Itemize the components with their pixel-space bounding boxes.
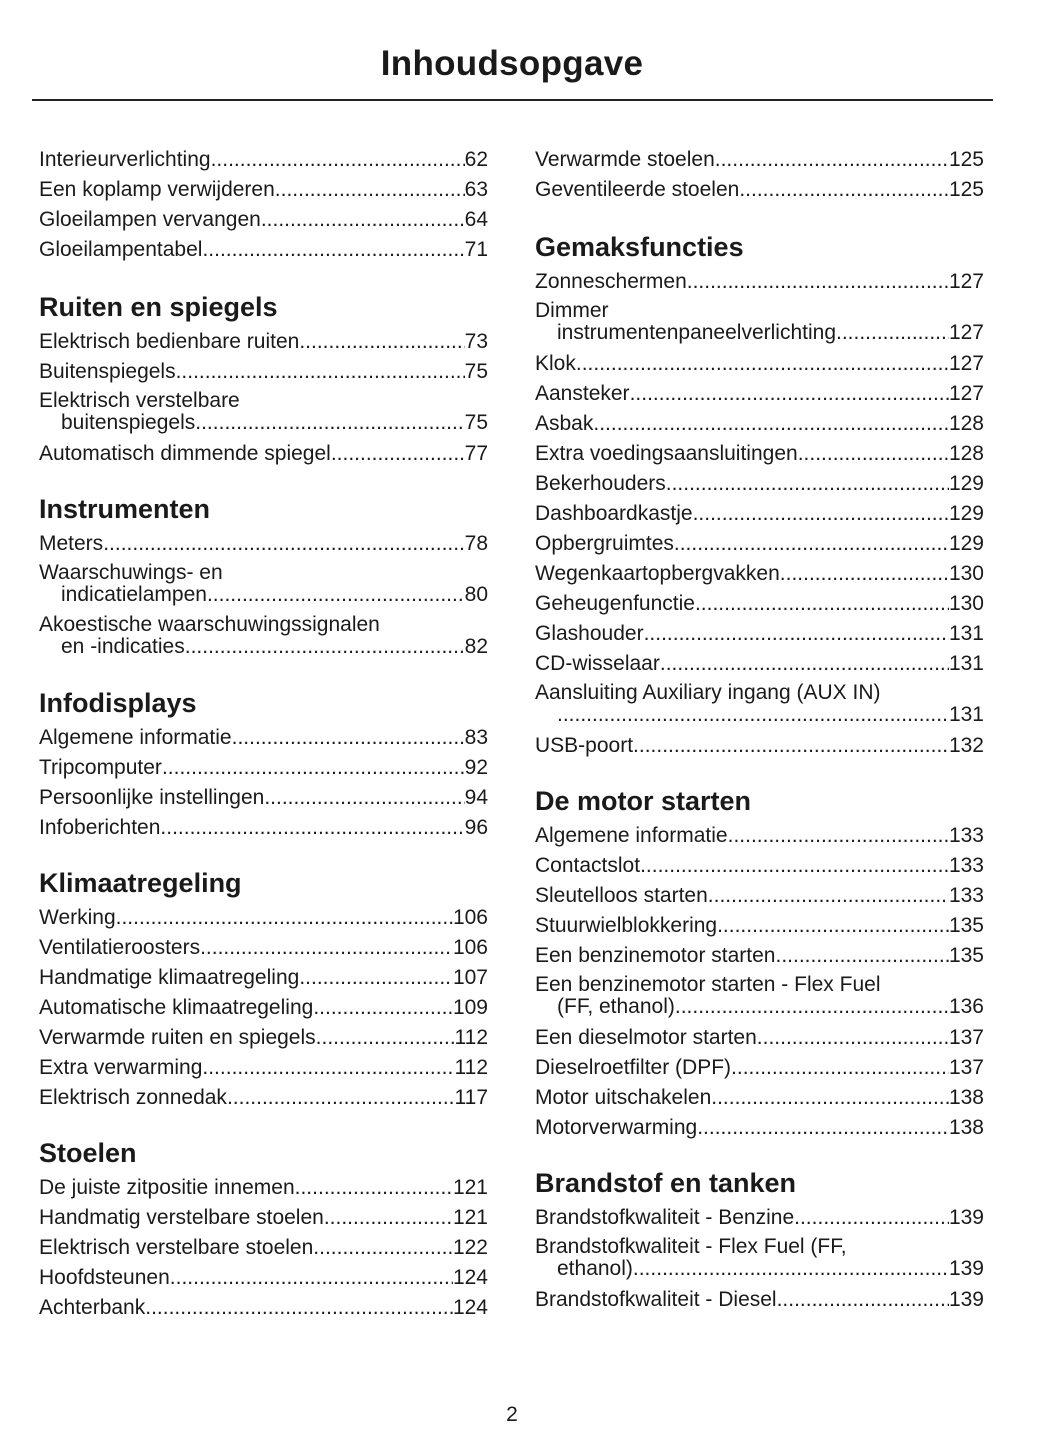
toc-entry[interactable] <box>535 1203 984 1233</box>
toc-entry-label: Automatische klimaatregeling <box>39 996 314 1019</box>
toc-entry-label: Zonneschermen <box>535 270 687 293</box>
toc-entry-label: Algemene informatie <box>39 726 232 749</box>
toc-entry-label: Persoonlijke instellingen <box>39 786 265 809</box>
dot-leader <box>644 619 949 649</box>
toc-entry[interactable] <box>39 611 488 663</box>
toc-entry-page: 92 <box>464 756 488 779</box>
dot-leader <box>202 1053 454 1083</box>
toc-entry-label: Aansluiting Auxiliary ingang (AUX IN) <box>535 681 881 704</box>
toc-entry[interactable] <box>39 1083 488 1113</box>
toc-entry-page: 125 <box>948 178 984 201</box>
section-heading: Ruiten en spiegels <box>39 292 278 322</box>
dot-leader <box>693 499 949 529</box>
toc-entry-page: 63 <box>464 178 488 201</box>
toc-entry-page: 127 <box>948 352 984 375</box>
toc-entry-label: Brandstofkwaliteit - Diesel <box>535 1288 777 1311</box>
toc-entry-label: Infoberichten <box>39 816 161 839</box>
toc-entry[interactable] <box>535 911 984 941</box>
toc-entry-label-continued: en -indicaties <box>61 635 185 658</box>
dot-leader <box>195 412 464 434</box>
toc-entry[interactable] <box>39 205 488 235</box>
toc-entry[interactable] <box>39 529 488 559</box>
toc-entry-label: Elektrisch verstelbare stoelen <box>39 1236 314 1259</box>
dot-leader <box>264 783 464 813</box>
toc-entry-page: 82 <box>464 635 488 658</box>
toc-entry-page: 136 <box>948 995 984 1018</box>
toc-entry-label: Achterbank <box>39 1296 146 1319</box>
toc-entry[interactable] <box>535 881 984 911</box>
toc-entry[interactable] <box>535 679 984 731</box>
toc-entry-page: 135 <box>948 914 984 937</box>
dot-leader <box>160 813 464 843</box>
toc-entry[interactable] <box>535 649 984 679</box>
toc-entry[interactable] <box>39 175 488 205</box>
toc-entry-label: Elektrisch verstelbare <box>39 389 240 412</box>
toc-entry[interactable] <box>535 297 984 349</box>
toc-entry-label: Gloeilampen vervangen <box>39 208 261 231</box>
toc-entry-label: Gloeilampentabel <box>39 238 203 261</box>
toc-entry-page: 129 <box>948 532 984 555</box>
toc-entry[interactable] <box>39 813 488 843</box>
dot-leader <box>170 1263 453 1293</box>
toc-entry[interactable] <box>535 1023 984 1053</box>
toc-entry-page: 128 <box>948 442 984 465</box>
toc-entry-page: 109 <box>452 996 488 1019</box>
toc-entry-page: 131 <box>948 652 984 675</box>
toc-entry[interactable] <box>535 1113 984 1143</box>
toc-entry-page: 106 <box>452 906 488 929</box>
toc-entry-label: Dashboardkastje <box>535 502 693 525</box>
toc-left-column <box>39 145 488 1346</box>
dot-leader <box>675 996 949 1018</box>
toc-entry-page: 138 <box>948 1086 984 1109</box>
section-heading: Instrumenten <box>39 494 211 524</box>
dot-leader <box>674 529 949 559</box>
toc-entry-page: 75 <box>464 360 488 383</box>
toc-entry-label: Geheugenfunctie <box>535 592 695 615</box>
toc-entry-label: Een koplamp verwijderen <box>39 178 275 201</box>
dot-leader <box>777 1285 949 1315</box>
dot-leader <box>232 723 465 753</box>
toc-entry[interactable] <box>39 963 488 993</box>
dot-leader <box>176 357 465 387</box>
dot-leader <box>757 1023 949 1053</box>
dot-leader <box>697 1113 949 1143</box>
toc-entry-page: 137 <box>948 1056 984 1079</box>
toc-entry-label: Hoofdsteunen <box>39 1266 170 1289</box>
toc-entry-label: Werking <box>39 906 116 929</box>
toc-entry-page: 128 <box>948 412 984 435</box>
toc-entry[interactable] <box>39 903 488 933</box>
page-title: Inhoudsopgave <box>380 44 644 83</box>
toc-entry-label: Stuurwielblokkering <box>535 914 718 937</box>
dot-leader <box>731 1053 949 1083</box>
toc-entry-page: 71 <box>464 238 488 261</box>
dot-leader <box>576 349 949 379</box>
toc-entry[interactable] <box>39 783 488 813</box>
toc-entry[interactable] <box>39 145 488 175</box>
dot-leader <box>211 145 465 175</box>
toc-entry[interactable] <box>535 1083 984 1113</box>
toc-entry[interactable] <box>39 993 488 1023</box>
toc-entry[interactable] <box>39 357 488 387</box>
toc-entry-label: Automatisch dimmende spiegel <box>39 442 331 465</box>
toc-entry[interactable] <box>39 753 488 783</box>
toc-entry[interactable] <box>39 1293 488 1323</box>
toc-entry-label-continued: instrumentenpaneelverlichting <box>557 321 836 344</box>
dot-leader <box>739 175 949 205</box>
toc-entry-label: Een benzinemotor starten - Flex Fuel <box>535 973 881 996</box>
dot-leader <box>103 529 464 559</box>
toc-entry-page: 139 <box>948 1257 984 1280</box>
dot-leader <box>145 1293 453 1323</box>
section-heading: Infodisplays <box>39 688 197 718</box>
toc-entry-label: USB-poort <box>535 734 634 757</box>
toc-entry[interactable] <box>535 731 984 761</box>
toc-right-column <box>535 145 984 1338</box>
toc-entry-page: 94 <box>464 786 488 809</box>
toc-entry-page: 80 <box>464 583 488 606</box>
dot-leader <box>162 753 465 783</box>
toc-entry[interactable] <box>39 1203 488 1233</box>
toc-entry[interactable] <box>535 619 984 649</box>
dot-leader <box>660 649 949 679</box>
toc-entry-page: 125 <box>948 148 984 171</box>
toc-entry[interactable] <box>535 1053 984 1083</box>
toc-entry[interactable] <box>39 235 488 265</box>
toc-entry[interactable] <box>39 1053 488 1083</box>
dot-leader <box>798 439 949 469</box>
section-heading: Klimaatregeling <box>39 868 242 898</box>
dot-leader <box>316 1023 455 1053</box>
dot-leader <box>185 636 465 658</box>
dot-leader <box>295 1173 453 1203</box>
toc-entry[interactable] <box>535 379 984 409</box>
toc-entry[interactable] <box>535 529 984 559</box>
toc-entry[interactable] <box>535 589 984 619</box>
dot-leader <box>299 327 464 357</box>
section-heading: Brandstof en tanken <box>535 1168 797 1198</box>
toc-entry-label: Meters <box>39 532 104 555</box>
toc-entry-page: 133 <box>948 824 984 847</box>
toc-entry[interactable] <box>39 327 488 357</box>
toc-entry-label: Aansteker <box>535 382 630 405</box>
dot-leader <box>200 933 453 963</box>
dot-leader <box>666 469 949 499</box>
toc-section-klimaatregeling <box>39 866 488 1113</box>
section-heading: Stoelen <box>39 1138 137 1168</box>
dot-leader <box>687 267 949 297</box>
toc-entry[interactable] <box>535 821 984 851</box>
toc-entry-page: 133 <box>948 884 984 907</box>
toc-entry-label: Ventilatieroosters <box>39 936 201 959</box>
toc-entry-page: 137 <box>948 1026 984 1049</box>
section-heading: De motor starten <box>535 786 752 816</box>
toc-entry[interactable] <box>535 439 984 469</box>
toc-section-brandstof-en-tanken <box>535 1166 984 1315</box>
toc-entry-label-continued: ethanol) <box>557 1257 633 1280</box>
toc-entry-page: 77 <box>464 442 488 465</box>
toc-entry-label: Buitenspiegels <box>39 360 176 383</box>
toc-entry-label: Tripcomputer <box>39 756 162 779</box>
toc-section-ruiten-en-spiegels <box>39 290 488 469</box>
toc-entry-page: 139 <box>948 1206 984 1229</box>
toc-entry-page: 96 <box>464 816 488 839</box>
toc-entry-page: 127 <box>948 270 984 293</box>
dot-leader <box>261 205 465 235</box>
toc-entry-label: Klok <box>535 352 576 375</box>
toc-entry-page: 83 <box>464 726 488 749</box>
toc-entry-label-continued: indicatielampen <box>61 583 207 606</box>
dot-leader <box>633 731 949 761</box>
toc-entry-page: 73 <box>464 330 488 353</box>
toc-entry-label: Elektrisch zonnedak <box>39 1086 227 1109</box>
dot-leader <box>331 439 465 469</box>
toc-entry[interactable] <box>535 1233 984 1285</box>
toc-entry-page: 122 <box>452 1236 488 1259</box>
toc-entry-label: CD-wisselaar <box>535 652 660 675</box>
toc-entry-label: Handmatig verstelbare stoelen <box>39 1206 324 1229</box>
toc-section <box>535 145 984 205</box>
toc-entry-page: 130 <box>948 592 984 615</box>
toc-entry-label: Contactslot <box>535 854 641 877</box>
toc-entry-page: 135 <box>948 944 984 967</box>
toc-entry[interactable] <box>535 349 984 379</box>
dot-leader <box>116 903 453 933</box>
toc-entry-label: Glashouder <box>535 622 644 645</box>
toc-entry-label: Motor uitschakelen <box>535 1086 712 1109</box>
toc-entry[interactable] <box>535 409 984 439</box>
toc-section-instrumenten <box>39 492 488 663</box>
toc-entry-page: 130 <box>948 562 984 585</box>
toc-entry-label: Verwarmde stoelen <box>535 148 715 171</box>
toc-entry-page: 75 <box>464 411 488 434</box>
toc-entry-label-continued: (FF, ethanol) <box>557 995 675 1018</box>
toc-section-stoelen <box>39 1136 488 1323</box>
toc-entry-page: 124 <box>452 1296 488 1319</box>
toc-entry[interactable] <box>535 469 984 499</box>
dot-leader <box>227 1083 455 1113</box>
dot-leader <box>557 704 949 726</box>
dot-leader <box>695 589 949 619</box>
toc-entry-page: 131 <box>948 703 984 726</box>
toc-entry-label: Brandstofkwaliteit - Benzine <box>535 1206 795 1229</box>
toc-entry-page: 106 <box>452 936 488 959</box>
dot-leader <box>708 881 949 911</box>
toc-entry[interactable] <box>535 499 984 529</box>
toc-entry-page: 129 <box>948 502 984 525</box>
toc-entry-page: 139 <box>948 1288 984 1311</box>
toc-entry-label: Algemene informatie <box>535 824 728 847</box>
toc-entry[interactable] <box>39 1173 488 1203</box>
toc-entry[interactable] <box>39 1023 488 1053</box>
toc-entry-page: 107 <box>452 966 488 989</box>
toc-entry-label: Brandstofkwaliteit - Flex Fuel (FF, <box>535 1235 847 1258</box>
toc-entry[interactable] <box>535 851 984 881</box>
toc-entry-label: Een benzinemotor starten <box>535 944 776 967</box>
toc-entry-label: Opbergruimtes <box>535 532 674 555</box>
toc-entry-label: Interieurverlichting <box>39 148 211 171</box>
toc-entry-page: 117 <box>454 1086 488 1109</box>
dot-leader <box>207 584 465 606</box>
toc-entry-page: 121 <box>452 1206 488 1229</box>
toc-entry[interactable] <box>535 971 984 1023</box>
toc-entry-page: 133 <box>948 854 984 877</box>
dot-leader <box>715 145 949 175</box>
dot-leader <box>324 1203 453 1233</box>
toc-entry-label: Handmatige klimaatregeling <box>39 966 300 989</box>
toc-entry-page: 127 <box>948 382 984 405</box>
toc-entry-page: 132 <box>948 734 984 757</box>
toc-entry-page: 124 <box>452 1266 488 1289</box>
toc-entry[interactable] <box>39 723 488 753</box>
toc-entry-page: 131 <box>948 622 984 645</box>
toc-entry-page: 129 <box>948 472 984 495</box>
title-divider <box>32 99 993 101</box>
toc-entry-page: 78 <box>464 532 488 555</box>
section-heading: Gemaksfuncties <box>535 232 744 262</box>
dot-leader <box>630 379 949 409</box>
toc-entry[interactable] <box>535 175 984 205</box>
toc-entry[interactable] <box>39 387 488 439</box>
toc-section-de-motor-starten <box>535 784 984 1143</box>
toc-entry-label: Extra verwarming <box>39 1056 203 1079</box>
toc-entry-label: Akoestische waarschuwingssignalen <box>39 613 380 636</box>
toc-entry-label: Motorverwarming <box>535 1116 698 1139</box>
toc-entry-label: Een dieselmotor starten <box>535 1026 757 1049</box>
toc-entry-label: Extra voedingsaansluitingen <box>535 442 798 465</box>
dot-leader <box>640 851 949 881</box>
dot-leader <box>780 559 949 589</box>
dot-leader <box>202 235 464 265</box>
toc-entry-label-continued: buitenspiegels <box>61 411 196 434</box>
toc-entry-label: Wegenkaartopbergvakken <box>535 562 780 585</box>
toc-section <box>39 145 488 265</box>
dot-leader <box>775 941 948 971</box>
toc-entry[interactable] <box>39 1233 488 1263</box>
toc-entry-page: 64 <box>464 208 488 231</box>
dot-leader <box>633 1258 949 1280</box>
toc-section-infodisplays <box>39 686 488 843</box>
toc-entry-label: Dimmer <box>535 299 609 322</box>
toc-entry[interactable] <box>39 439 488 469</box>
toc-entry[interactable] <box>39 933 488 963</box>
toc-entry[interactable] <box>535 1285 984 1315</box>
toc-entry[interactable] <box>39 1263 488 1293</box>
toc-entry-page: 121 <box>452 1176 488 1199</box>
dot-leader <box>794 1203 949 1233</box>
dot-leader <box>711 1083 949 1113</box>
dot-leader <box>299 963 453 993</box>
toc-section-gemaksfuncties <box>535 230 984 761</box>
toc-entry-page: 127 <box>948 321 984 344</box>
dot-leader <box>836 322 949 344</box>
dot-leader <box>593 409 949 439</box>
toc-entry[interactable] <box>535 559 984 589</box>
dot-leader <box>728 821 949 851</box>
toc-entry-label: Geventileerde stoelen <box>535 178 740 201</box>
dot-leader <box>275 175 465 205</box>
dot-leader <box>313 993 453 1023</box>
toc-entry[interactable] <box>39 559 488 611</box>
toc-entry-label: De juiste zitpositie innemen <box>39 1176 295 1199</box>
toc-entry[interactable] <box>535 941 984 971</box>
dot-leader <box>313 1233 453 1263</box>
toc-entry[interactable] <box>535 145 984 175</box>
toc-entry-page: 112 <box>454 1056 488 1079</box>
toc-entry-label: Dieselroetfilter (DPF) <box>535 1056 732 1079</box>
toc-entry-page: 138 <box>948 1116 984 1139</box>
toc-entry-page: 112 <box>454 1026 488 1049</box>
dot-leader <box>717 911 949 941</box>
toc-entry-label: Asbak <box>535 412 594 435</box>
toc-entry-label: Waarschuwings- en <box>39 561 223 584</box>
toc-entry-label: Verwarmde ruiten en spiegels <box>39 1026 316 1049</box>
toc-entry-label: Elektrisch bedienbare ruiten <box>39 330 300 353</box>
page-number: 2 <box>506 1403 518 1426</box>
toc-entry-page: 62 <box>464 148 488 171</box>
toc-entry-label: Bekerhouders <box>535 472 666 495</box>
toc-entry[interactable] <box>535 267 984 297</box>
toc-entry-label: Sleutelloos starten <box>535 884 708 907</box>
